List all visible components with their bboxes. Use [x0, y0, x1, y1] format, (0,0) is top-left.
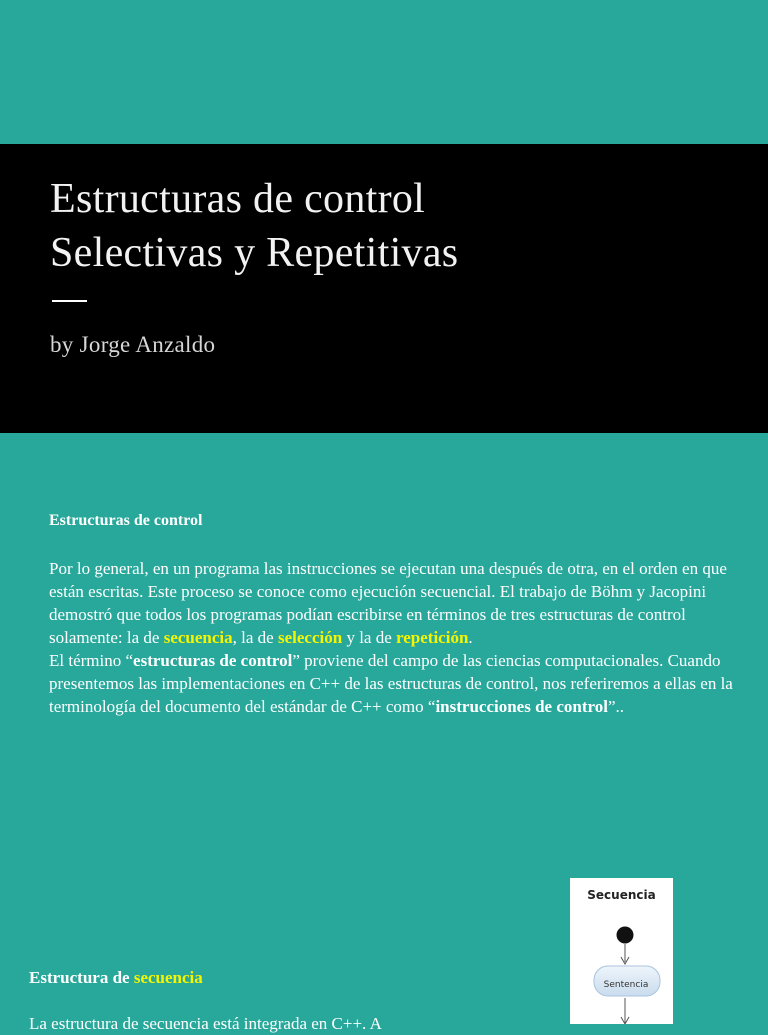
sentencia-node-label: Sentencia	[603, 980, 649, 990]
author-byline: by Jorge Anzaldo	[50, 332, 216, 357]
keyword-seleccion: selección	[277, 628, 343, 647]
heading-prefix: Estructura de	[29, 968, 134, 987]
page-title	[50, 172, 458, 280]
para1-text-c: y la de	[342, 628, 397, 647]
sequence-diagram	[570, 878, 673, 1024]
title-line-2: Selectivas y Repetitivas	[50, 230, 459, 276]
section-heading-secuencia	[29, 968, 203, 988]
para1-text-b: , la de	[232, 628, 278, 647]
heading-keyword-secuencia: secuencia	[133, 968, 203, 987]
sequence-flow-svg	[570, 878, 673, 1024]
section-body	[49, 557, 739, 718]
para2-text-a: El término “	[49, 651, 134, 670]
para2-text-b: ” proviene del campo de las ciencias computacionales. Cuando presentemos las implementaciones en C++ de las estructuras de control, nos referiremos a ellas en la terminología del documento del estándar de C++ como “	[49, 651, 733, 716]
partial-body-line: La estructura de secuencia está integrada en C++. A	[29, 1014, 382, 1033]
para1-text-d: .	[468, 628, 473, 647]
diagram-title: Secuencia	[587, 888, 656, 902]
keyword-estructuras-de-control: estructuras de control	[133, 651, 293, 670]
title-divider	[52, 300, 87, 302]
para2-text-c: ”..	[607, 697, 625, 716]
section-heading-estructuras: Estructuras de control	[49, 512, 203, 529]
start-node-icon	[617, 927, 634, 944]
title-line-1: Estructuras de control	[50, 176, 426, 222]
keyword-repeticion: repetición	[396, 628, 469, 647]
keyword-instrucciones-de-control: instrucciones de control	[435, 697, 608, 716]
para1-text: Por lo general, en un programa las instrucciones se ejecutan una después de otra, en el orden en que están escritas. Este proceso se conoce como ejecución secuencial. El trabajo de Böhm y Jacopini demostró que todos los programas podían escribirse en términos de tres estructuras de control solamente: la de	[49, 559, 727, 647]
keyword-secuencia: secuencia	[163, 628, 233, 647]
